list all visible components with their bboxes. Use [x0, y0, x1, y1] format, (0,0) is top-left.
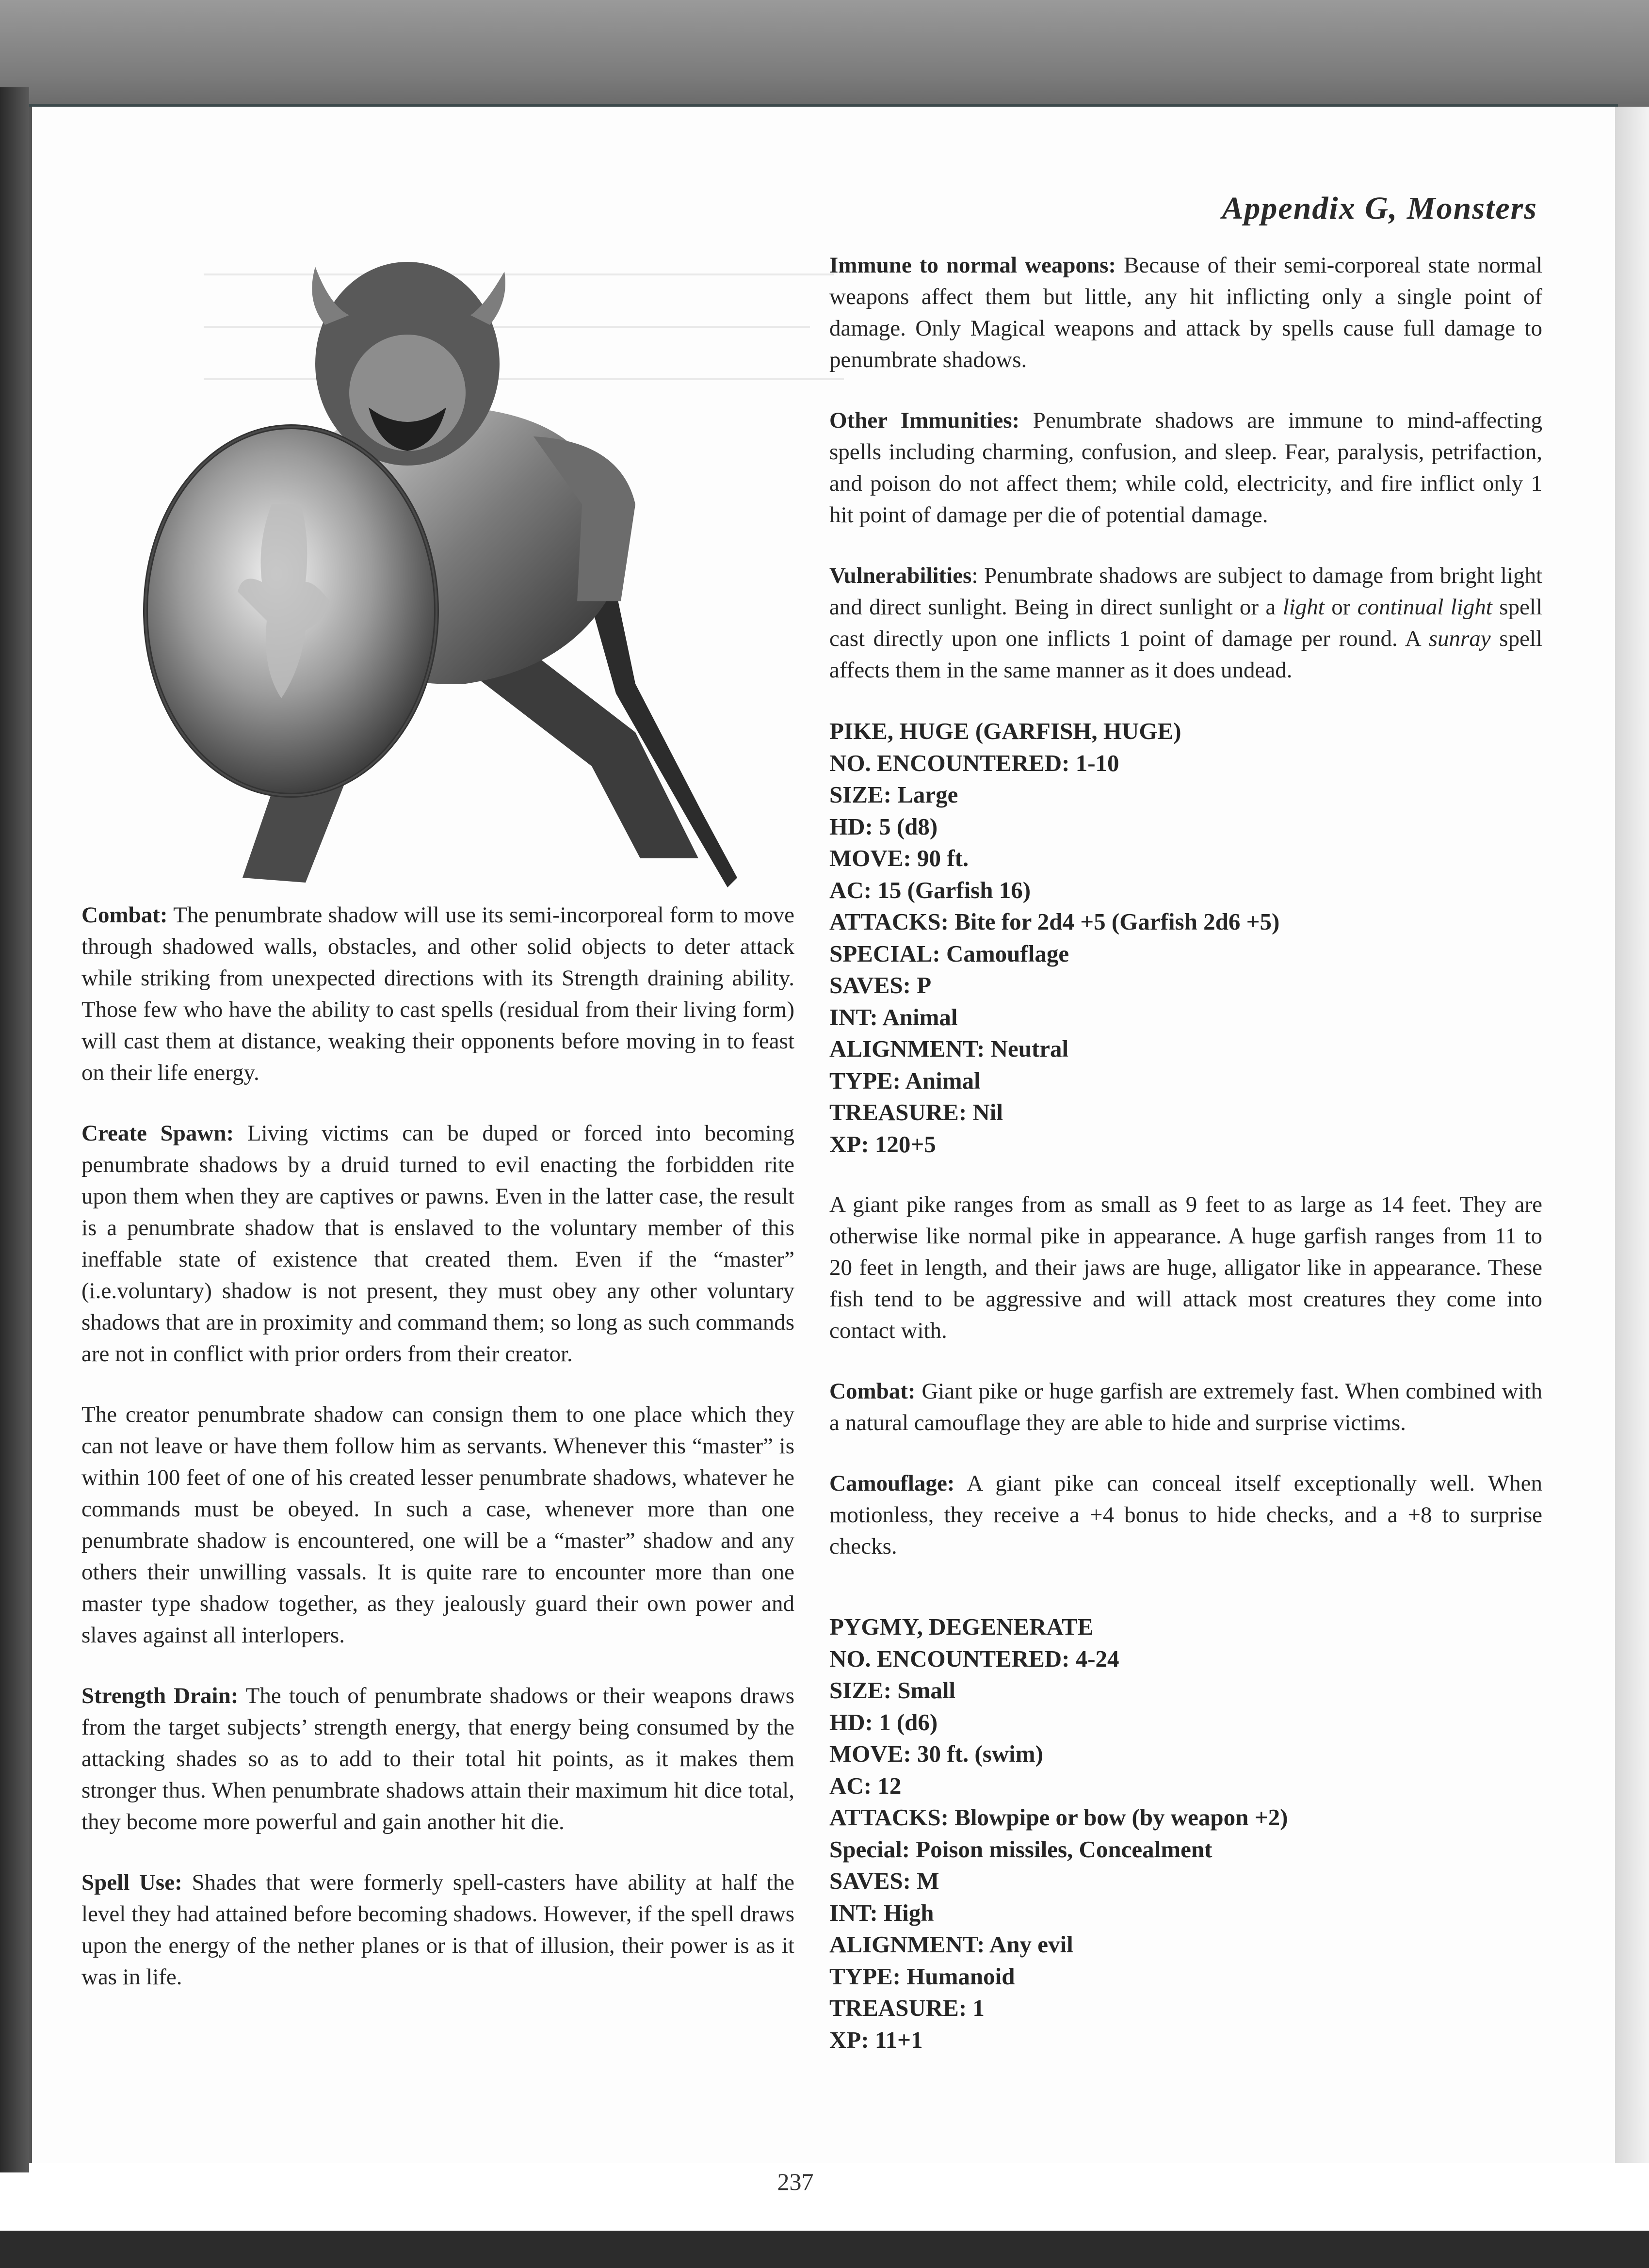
- stat-line: AC: 15 (Garfish 16): [829, 876, 1031, 903]
- paragraph-label: Combat:: [81, 902, 168, 928]
- stat-line: INT: High: [829, 1899, 934, 1926]
- page-number: 237: [777, 2168, 814, 2195]
- other-immunities-paragraph: [829, 405, 1542, 531]
- stat-line: NO. ENCOUNTERED: 4-24: [829, 1645, 1119, 1672]
- stat-line: AC: 12: [829, 1772, 902, 1799]
- stat-line: MOVE: 30 ft. (swim): [829, 1740, 1043, 1767]
- left-column: [81, 900, 794, 2022]
- pike-description: A giant pike ranges from as small as 9 feet to as large as 14 feet. They are otherwise like normal pike in appearance. A huge garfish ranges from 11 to 20 feet in length, and their jaws are huge, alligator like in appearance. These fish tend to be aggressive and will attack most creatures they come into contact with.: [829, 1192, 1542, 1343]
- stat-line: SAVES: P: [829, 972, 932, 998]
- page-edge: [1615, 107, 1649, 2163]
- pike-combat-paragraph: [829, 1376, 1542, 1439]
- stat-line: TREASURE: 1: [829, 1995, 985, 2021]
- stat-line: SAVES: M: [829, 1867, 939, 1894]
- paragraph-text: Shades that were formerly spell-casters have ability at half the level they had attained before becoming shadows. However, if the spell draws upon the energy of the nether planes or is that of illusion, their power is as it was in life.: [81, 1870, 795, 1990]
- strength-drain-paragraph: [81, 1680, 794, 1838]
- spell-name: light: [1282, 595, 1325, 620]
- create-spawn-paragraph: [81, 1118, 794, 1370]
- stat-line: XP: 120+5: [829, 1130, 936, 1158]
- stat-line: HD: 5 (d8): [829, 813, 938, 840]
- monster-illustration: [97, 233, 815, 897]
- paragraph-text: Giant pike or huge garfish are extremely fast. When combined with a natural camouflage they are able to hide and surprise victims.: [829, 1379, 1542, 1435]
- scan-background-left: [0, 87, 29, 2172]
- stat-line: TREASURE: Nil: [829, 1099, 1003, 1126]
- stat-line: ALIGNMENT: Neutral: [829, 1035, 1069, 1062]
- paragraph-label: Create Spawn:: [81, 1121, 234, 1146]
- paragraph-text: or: [1324, 595, 1358, 620]
- stat-line: TYPE: Humanoid: [829, 1962, 1015, 1990]
- spell-name: sunray: [1428, 626, 1491, 651]
- creator-paragraph: [81, 1399, 794, 1651]
- paragraph-text: spell cast directly upon one inflicts 1 point of damage per round. A: [829, 595, 1542, 651]
- paragraph-label: Combat:: [829, 1379, 916, 1404]
- pike-stat-block: [829, 715, 1542, 1160]
- stat-line: MOVE: 90 ft.: [829, 845, 969, 871]
- spell-name: continual light: [1357, 595, 1492, 620]
- right-column: [829, 250, 1542, 2085]
- paragraph-text: Because of their semi-corporeal state normal weapons affect them but little, any hit inflicting only a single point of damage. Only Magical weapons and attack by spells cause full damage to penumbrate shadows.: [829, 253, 1543, 372]
- paragraph-text: The touch of penumbrate shadows or their weapons draws from the target subjects’ strength energy, that energy being consumed by the attacking shades so as to add to their total hit points, as it makes them stronger thus. When penumbrate shadows attain their maximum hit dice total, they become more powerful and gain another hit die.: [81, 1683, 794, 1834]
- stat-line: SPECIAL: Camouflage: [829, 940, 1069, 967]
- pike-camouflage-paragraph: [829, 1468, 1542, 1562]
- stat-line: ATTACKS: Bite for 2d4 +5 (Garfish 2d6 +5): [829, 908, 1280, 935]
- stat-line: SIZE: Large: [829, 781, 958, 808]
- spell-use-paragraph: [81, 1867, 794, 1993]
- paragraph-label: Immune to normal weapons:: [829, 253, 1116, 278]
- paragraph-text: The creator penumbrate shadow can consign them to one place which they can not leave or have them follow him as servants. Whenever this “master” is within 100 feet of one of his created lesser penumbrate shadows, whatever he commands must be obeyed. In such a case, whenever more than one penumbrate shadow is encountered, one will be a “master” shadow and any others their unwilling vassals. It is quite rare to encounter more than one master type shadow together, as they jealously guard their own power and slaves against all interlopers.: [81, 1402, 794, 1648]
- immune-paragraph: [829, 250, 1542, 376]
- stat-line: ATTACKS: Blowpipe or bow (by weapon +2): [829, 1804, 1288, 1831]
- pygmy-stat-block: [829, 1611, 1542, 2056]
- stat-title: PIKE, HUGE (GARFISH, HUGE): [829, 718, 1181, 744]
- paragraph-text: A giant pike can conceal itself exceptionally well. When motionless, they receive a +4 bonus to hide checks, and a +8 to surprise checks.: [829, 1471, 1542, 1559]
- paragraph-text: Penumbrate shadows are immune to mind-affecting spells including charming, confusion, and sleep. Fear, paralysis, petrifaction, and poison do not affect them; while cold, electricity, and fire inflict only 1 hit point of damage per die of potential damage.: [829, 408, 1543, 528]
- combat-paragraph: [81, 900, 794, 1089]
- stat-line: HD: 1 (d6): [829, 1708, 938, 1736]
- stat-line: XP: 11+1: [829, 2026, 923, 2053]
- stat-line: Special: Poison missiles, Concealment: [829, 1835, 1212, 1863]
- stat-line: TYPE: Animal: [829, 1067, 981, 1094]
- paragraph-label: Vulnerabilities: [829, 563, 972, 588]
- paragraph-text: The penumbrate shadow will use its semi-incorporeal form to move through shadowed walls, obstacles, and other solid objects to deter attack while striking from unexpected directions with its Strength draining ability. Those few who have the ability to cast spells (residual from their living form) will cast them at distance, weaking their opponents before moving in to feast on their life energy.: [81, 902, 794, 1085]
- stat-line: SIZE: Small: [829, 1677, 956, 1704]
- stat-title: PYGMY, DEGENERATE: [829, 1613, 1094, 1640]
- paragraph-label: Spell Use:: [81, 1870, 182, 1895]
- stat-line: NO. ENCOUNTERED: 1-10: [829, 749, 1119, 776]
- paragraph-label: Other Immunities:: [829, 408, 1020, 433]
- stat-line: INT: Animal: [829, 1003, 958, 1030]
- page-header: Appendix G, Monsters: [1222, 191, 1537, 226]
- paragraph-label: Camouflage:: [829, 1471, 955, 1496]
- paragraph-text: Living victims can be duped or forced into becoming penumbrate shadows by a druid turned to evil enacting the forbidden rite upon them when they are captives or pawns. Even in the latter case, the result is a penumbrate shadow that is enslaved to the voluntary member of this ineffable state of existence that created them. Even if the “master” (i.e.voluntary) shadow is not present, they must obey any other voluntary shadows that are in proximity and command them; so long as such commands are not in conflict with prior orders from their creator.: [81, 1121, 794, 1367]
- stat-line: ALIGNMENT: Any evil: [829, 1931, 1073, 1958]
- vulnerabilities-paragraph: [829, 560, 1542, 686]
- paragraph-text: : Penumbrate shadows are subject to damage from bright light and direct sunlight. Being in direct sunlight or a: [829, 563, 1542, 620]
- paragraph-text: spell affects them in the same manner as it does undead.: [829, 626, 1542, 683]
- scan-background-bottom: [0, 2231, 1649, 2268]
- paragraph-label: Strength Drain:: [81, 1683, 239, 1708]
